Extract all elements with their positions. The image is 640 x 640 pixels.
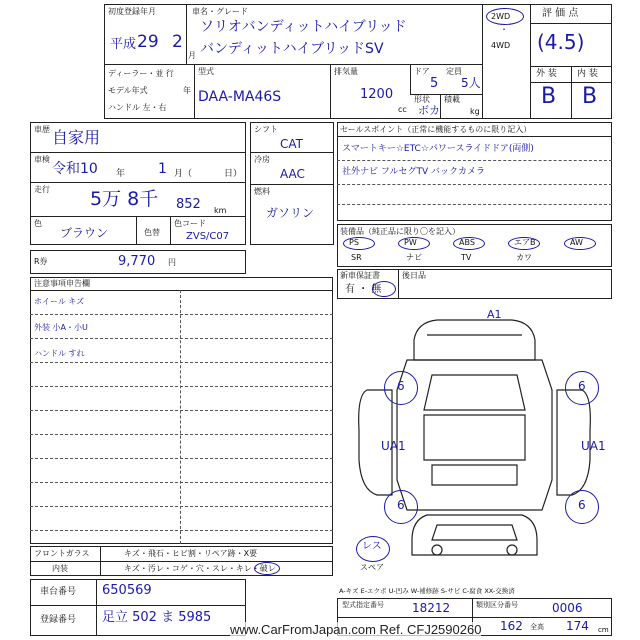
notes-line2: 外装 小A・小U [34,323,88,332]
equipment-circle [343,237,375,250]
class-no-value: 0006 [552,601,583,615]
drive-dot: ・ [500,25,508,34]
front-glass-value: キズ・飛石・ヒビ割・リペア跡・X要 [124,549,258,558]
type-value: DAA-MA46S [198,89,282,105]
cm-unit: cm [598,626,609,634]
reg-value: 足立 502 ま 5985 [102,610,212,625]
glass-interior-label: 内装 [52,564,68,573]
equipment-item: ABS [459,238,475,247]
glass-interior-value: キズ・汚レ・コゲ・穴・スレ・キレ・破レ [124,564,276,573]
diagram-spare: レス [362,541,382,552]
diagram-right-front: 6 [578,379,586,393]
rating-value: (4.5) [537,30,585,54]
exterior-grade: B [541,84,557,109]
ac-value: AAC [280,167,305,181]
chassis-value: 650569 [102,583,152,598]
name-line1: ソリオバンディットハイブリッド [200,19,407,35]
dealer-label: ディーラー・並 行 [108,69,174,78]
diagram-right-side: UA1 [581,439,606,453]
drive-2wd: 2WD [491,12,511,21]
interior-label: 内 装 [577,69,598,79]
use-value: 自家用 [52,128,101,147]
equipment-item: ナビ [406,253,422,262]
legend: A-キズ E-エクボ U-凹み W-補修跡 S-サビ C-腐食 XX-交換済 [339,587,515,595]
warranty-value: 有 ・ 無 [345,284,382,295]
notes-rule [30,338,333,339]
kg-unit: kg [470,107,480,116]
color-swap-label: 色替 [144,228,160,237]
cc-unit: cc [398,105,407,114]
height-label: 全高 [530,623,544,631]
first-reg-era: 平成 [110,37,137,52]
model-no-value: 18212 [412,601,451,615]
notes-rule [30,506,333,507]
sales-title: セールスポイント（正常に機能するものに限り記入） [340,125,532,134]
height-value: 174 [566,619,589,633]
width-value: 162 [500,619,523,633]
drive-4wd: 4WD [491,41,511,50]
recycle-label: R券 [34,257,48,266]
exterior-label: 外 装 [536,69,557,79]
equipment-item: エアB [514,238,536,247]
warranty-circle [372,281,396,297]
model-year-label: モデル年式 [108,86,148,95]
capacity-label: 定員 [446,67,462,76]
month-unit: 月 [188,51,196,60]
inspection-day-unit: 日） [224,169,243,179]
notes-line1: ホイール キズ [34,297,85,306]
recycle-unit: 円 [168,258,176,267]
ac-label: 冷房 [254,155,270,164]
equipment-item: カワ [516,253,532,262]
door-label: ドア [414,67,430,76]
notes-rule [30,362,333,363]
fuel-label: 燃料 [254,187,270,196]
color-value: ブラウン [60,226,109,240]
equipment-item: PS [349,238,359,247]
inspection-year-unit: 年 [116,169,126,179]
color-label: 色 [34,219,42,228]
shape-label: 形状 [414,95,430,104]
diagram-left-side: UA1 [381,439,406,453]
equipment-item: PW [404,238,417,247]
inspection-month: 1 [158,161,167,177]
inspection-value: 令和10 [52,161,98,177]
capacity-value: 5人 [461,76,481,90]
use-label: 車歴 [34,125,50,134]
shift-value: CAT [280,137,303,151]
color-code-value: ZVS/C07 [186,231,230,242]
rating-label: 評 価 点 [542,8,579,19]
mileage-main: 5万 8千 [90,188,159,210]
displacement-label: 排気量 [334,67,358,76]
notes-rule [30,410,333,411]
diagram-top: A1 [487,308,502,321]
first-reg-year: 29 [137,32,159,52]
equipment-title: 装備品（純正品に限り〇を記入） [340,227,460,236]
notes-rule [30,530,333,531]
front-glass-label: フロントガラス [34,549,90,558]
notes-rule [30,434,333,435]
notes-rule [30,482,333,483]
notes-rule [30,458,333,459]
inspection-label: 車検 [34,155,50,164]
inspection-month-unit: 月（ [174,169,193,179]
diagram-left-front: 6 [397,379,405,393]
equipment-item: SR [351,253,362,262]
handle-label: ハンドル 左・右 [108,103,167,112]
recycle-amount: 9,770 [118,254,156,269]
watermark: www.CarFromJapan.com Ref. CFJ2590260 [230,622,482,637]
color-code-label: 色コード [174,219,206,228]
name-line2: バンディットハイブリッドSV [200,41,384,57]
notes-line3: ハンドル すれ [34,349,85,358]
record-label: 後日品 [402,271,426,280]
type-label: 型式 [198,67,214,76]
reg-label: 登録番号 [40,615,77,625]
notes-rule [30,386,333,387]
equipment-item: AW [570,238,583,247]
shift-label: シフト [254,125,278,134]
model-no-label: 型式指定番号 [342,601,384,609]
first-reg-label: 初度登録年月 [108,7,156,16]
displacement-value: 1200 [360,87,394,102]
mileage-label: 走行 [34,185,50,194]
warranty-label: 新車保証書 [340,271,380,280]
loading-label: 積載 [444,95,460,104]
chassis-label: 車台番号 [40,587,77,597]
equipment-item: TV [461,253,472,262]
km-unit: km [214,206,227,215]
notes-rule [30,314,333,315]
diagram-spare-label: スペア [360,563,384,572]
shape-value: ボカ [418,104,440,117]
sales-line2: 社外ナビ フルセグTV バックカメラ [342,167,486,177]
diagram-left-rear: 6 [397,498,405,512]
model-year-unit: 年 [183,86,191,95]
door-value: 5 [430,76,439,91]
fuel-value: ガソリン [266,206,315,220]
first-reg-month: 2 [172,32,183,52]
diagram-right-rear: 6 [578,498,586,512]
notes-title: 注意事項申告欄 [34,279,90,288]
sales-line1: スマートキー☆ETC☆パワースライドドア(両側) [342,144,534,154]
class-no-label: 類別区分番号 [476,601,518,609]
name-label: 車名・グレード [192,7,248,16]
interior-scuff-circle [254,562,280,575]
interior-grade: B [582,84,598,109]
mileage-sub: 852 [176,197,201,212]
